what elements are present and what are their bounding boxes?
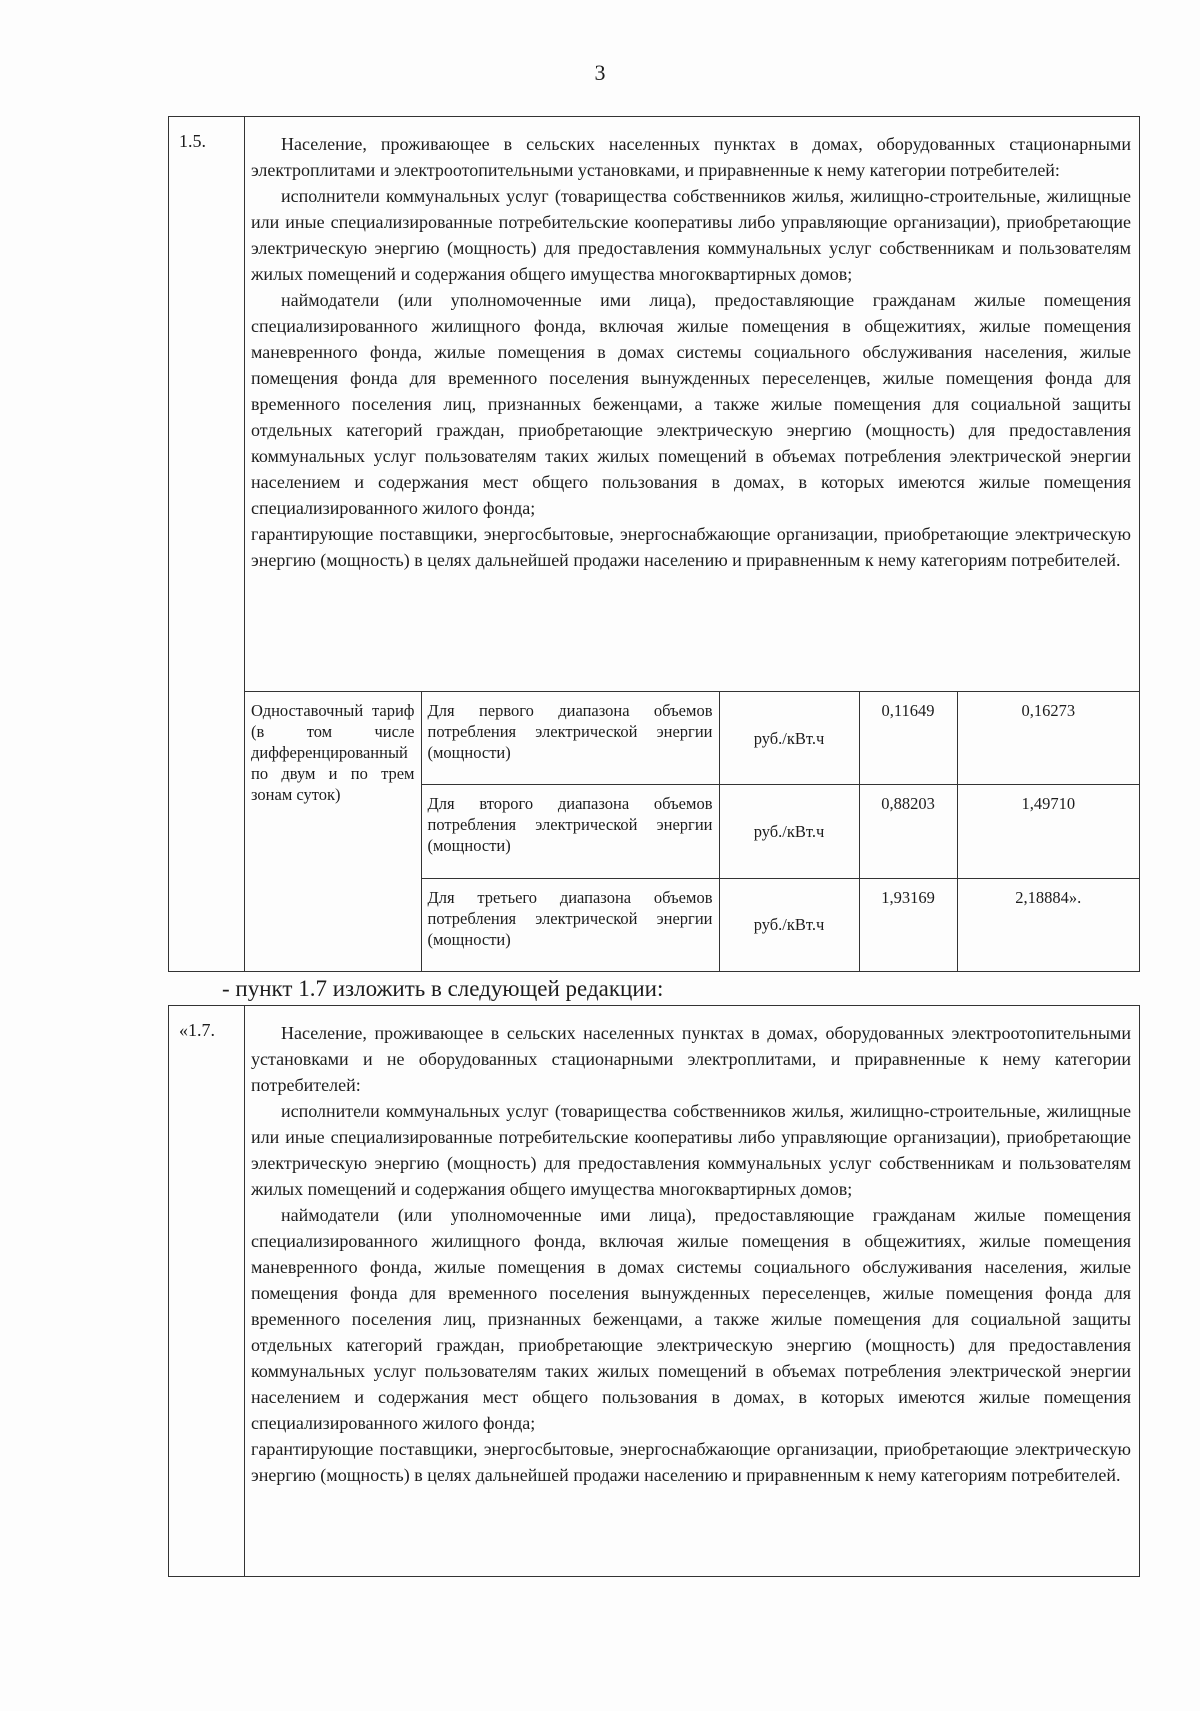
- paragraph: Население, проживающее в сельских населенных пунктах в домах, оборудованных электроотопительными установками и не оборудованных стационарными электроплитами, и приравненные к нему категории потребителей:: [251, 1023, 1131, 1095]
- tariff-value: 2,18884».: [957, 878, 1139, 971]
- tariff-label: Одноставочный тариф (в том числе дифференцированный по двум и по трем зонам суток): [245, 692, 421, 972]
- section-number: «1.7.: [179, 1020, 215, 1040]
- paragraph: исполнители коммунальных услуг (товарищества собственников жилья, жилищно-строительные, жилищные или иные специализированные потребительские кооперативы либо управляющие организации), приобретающие электрическую энергию (мощность) для предоставления коммунальных услуг собственникам и пользователям жилых помещений и содержания общего имущества многоквартирных домов;: [251, 186, 1131, 284]
- table-row: [245, 692, 1139, 785]
- paragraph: Население, проживающее в сельских населенных пунктах в домах, оборудованных стационарными электроплитами и электроотопительными установками, и приравненные к нему категории потребителей:: [251, 134, 1131, 180]
- tariff-value: 0,88203: [859, 785, 957, 878]
- amendment-instruction: - пункт 1.7 изложить в следующей редакции:: [222, 976, 664, 1001]
- page-number: 3: [594, 60, 606, 85]
- paragraph: наймодатели (или уполномоченные ими лица), предоставляющие гражданам жилые помещения специализированного жилищного фонда, включая жилые помещения в общежитиях, жилые помещения маневренного фонда, жилые помещения в домах системы социального обслуживания населения, жилые помещения фонда для временного поселения вынужденных переселенцев, жилые помещения фонда для временного поселения лиц, признанных беженцами, а также жилые помещения для социальной защиты отдельных категорий граждан, приобретающие электрическую энергию (мощность) для предоставления коммунальных услуг пользователям таких жилых помещений в объемах потребления электрической энергии населением и содержания мест общего пользования в домах, в которых имеются жилые помещения специализированного жилого фонда;: [251, 290, 1131, 518]
- tariff-value: 1,49710: [957, 785, 1139, 878]
- paragraph: исполнители коммунальных услуг (товарищества собственников жилья, жилищно-строительные, жилищные или иные специализированные потребительские кооперативы либо управляющие организации), приобретающие электрическую энергию (мощность) для предоставления коммунальных услуг собственникам и пользователям жилых помещений и содержания общего имущества многоквартирных домов;: [251, 1101, 1131, 1199]
- unit: руб./кВт.ч: [719, 692, 859, 785]
- range-description: Для третьего диапазона объемов потребления электрической энергии (мощности): [421, 878, 719, 971]
- unit: руб./кВт.ч: [719, 785, 859, 878]
- tariff-value: 1,93169: [859, 878, 957, 971]
- section-text: [251, 1020, 1131, 1488]
- range-description: Для второго диапазона объемов потребления электрической энергии (мощности): [421, 785, 719, 878]
- tariff-table: [245, 691, 1139, 971]
- paragraph: наймодатели (или уполномоченные ими лица), предоставляющие гражданам жилые помещения специализированного жилищного фонда, включая жилые помещения в общежитиях, жилые помещения маневренного фонда, жилые помещения в домах системы социального обслуживания населения, жилые помещения фонда для временного поселения вынужденных переселенцев, жилые помещения фонда для временного поселения лиц, признанных беженцами, а также жилые помещения для социальной защиты отдельных категорий граждан, приобретающие электрическую энергию (мощность) для предоставления коммунальных услуг пользователям таких жилых помещений в объемах потребления электрической энергии населением и содержания мест общего пользования в домах, в которых имеются жилые помещения специализированного жилого фонда;: [251, 1205, 1131, 1433]
- number-column: [169, 117, 245, 971]
- range-description: Для первого диапазона объемов потребления электрической энергии (мощности): [421, 692, 719, 785]
- tariff-value: 0,11649: [859, 692, 957, 785]
- section-number: 1.5.: [179, 131, 206, 151]
- number-column: [169, 1006, 245, 1576]
- unit: руб./кВт.ч: [719, 878, 859, 971]
- section-1-5: [168, 116, 1140, 972]
- section-1-7: [168, 1005, 1140, 1577]
- section-text: [251, 131, 1131, 573]
- paragraph: гарантирующие поставщики, энергосбытовые, энергоснабжающие организации, приобретающие электрическую энергию (мощность) в целях дальнейшей продажи населению и приравненным к нему категориям потребителей.: [251, 524, 1131, 570]
- paragraph: гарантирующие поставщики, энергосбытовые, энергоснабжающие организации, приобретающие электрическую энергию (мощность) в целях дальнейшей продажи населению и приравненным к нему категориям потребителей.: [251, 1439, 1131, 1485]
- tariff-value: 0,16273: [957, 692, 1139, 785]
